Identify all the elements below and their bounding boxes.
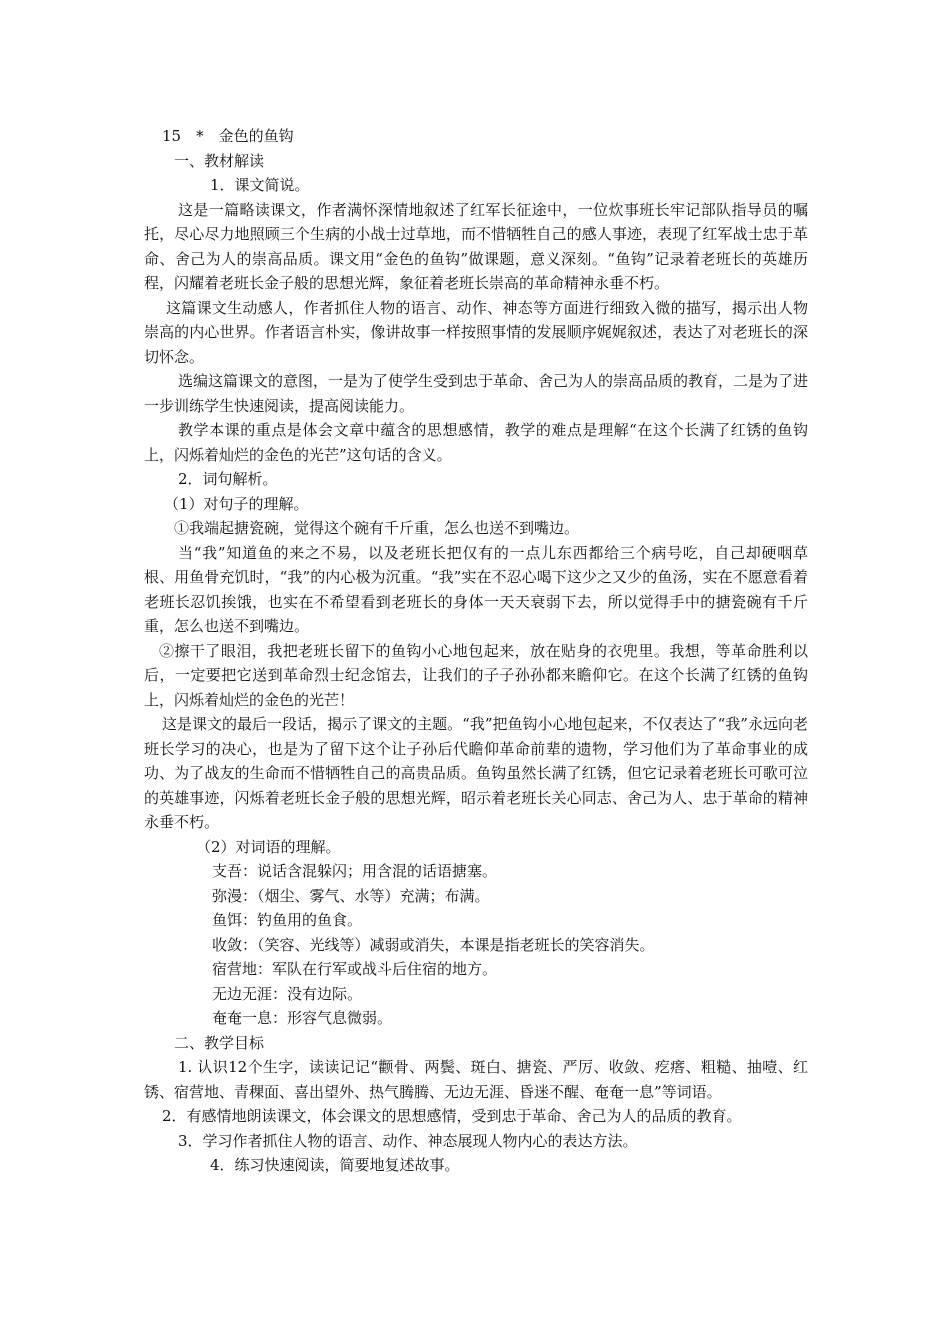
paragraph-overview-2: 这篇课文生动感人，作者抓住人物的语言、动作、神态等方面进行细致入微的描写，揭示出人物崇高的内心世界。作者语言朴实，像讲故事一样按照事情的发展顺序娓娓叙述，表达了对老班长的深切怀念。 <box>144 298 808 366</box>
sentence-explanation-2: 这是课文的最后一段话，揭示了课文的主题。“我”把鱼钩小心地包起来，不仅表达了“我”永远向老班长学习的决心，也是为了留下这个让子孙后代瞻仰革命前辈的遗物，学习他们为了革命事业的成功、为了战友的生命而不惜牺牲自己的高贵品质。鱼钩虽然长满了红锈，但它记录着老班长可歌可泣的英雄事迹，闪烁着老班长金子般的思想光辉，昭示着老班长关心同志、舍己为人、忠于革命的精神永垂不朽。 <box>144 715 808 831</box>
word-definition: 收敛：（笑容、光线等）减弱或消失，本课是指老班长的笑容消失。 <box>212 935 655 954</box>
sentence-quote-2: ②擦干了眼泪，我把老班长留下的鱼钩小心地包起来，放在贴身的衣兜里。我想，等革命胜利以后，一定要把它送到革命烈士纪念馆去，让我们的子子孙孙都来瞻仰它。在这个长满了红锈的鱼钩上，闪烁着灿烂的金色的光芒！ <box>144 641 808 709</box>
teaching-goal-2: 2．有感情地朗读课文，体会课文的思想感情，受到忠于革命、舍己为人的品质的教育。 <box>162 1107 742 1125</box>
sentence-quote-1: ①我端起搪瓷碗，觉得这个碗有千斤重，怎么也送不到嘴边。 <box>174 519 580 537</box>
paragraph-overview-1: 这是一篇略读课文，作者满怀深情地叙述了红军长征途中，一位炊事班长牢记部队指导员的嘱托，尽心尽力地照顾三个生病的小战士过草地，而不惜牺牲自己的感人事迹，表现了红军战士忠于革命、舍己为人的崇高品质。课文用“金色的鱼钩”做课题，意义深刻。“鱼钩”记录着老班长的英雄历程，闪耀着老班长金子般的思想光辉，象征着老班长崇高的革命精神永垂不朽。 <box>144 200 808 292</box>
word-definition: 支吾：说话含混躲闪；用含混的话语搪塞。 <box>212 862 498 880</box>
word-definition: 无边无涯：没有边际。 <box>212 984 363 1003</box>
document-page <box>144 124 808 1178</box>
word-definition: 弥漫：（烟尘、雾气、水等）充满；布满。 <box>212 886 490 905</box>
word-definition: 宿营地：军队在行军或战斗后住宿的地方。 <box>212 960 498 978</box>
page-title: 15 * 金色的鱼钩 <box>162 127 294 145</box>
word-definition: 奄奄一息：形容气息微弱。 <box>212 1009 393 1027</box>
section-heading-teaching-goals: 二、教学目标 <box>174 1033 265 1052</box>
paragraph-overview-4: 教学本课的重点是体会文章中蕴含的思想感情，教学的难点是理解“在这个长满了红锈的鱼钩上，闪烁着灿烂的金色的光芒”这句话的含义。 <box>144 421 808 464</box>
teaching-goal-1: 1. 认识12个生字，读读记记“颧骨、两鬓、斑白、搪瓷、严厉、收敛、疙瘩、粗糙、抽噎、红锈、宿营地、青稞面、喜出望外、热气腾腾、无边无涯、昏迷不醒、奄奄一息”等词语。 <box>144 1058 808 1101</box>
teaching-goal-4: 4．练习快速阅读，简要地复述故事。 <box>210 1156 460 1174</box>
subheading-word-understanding: （2）对词语的理解。 <box>196 837 341 856</box>
paragraph-overview-3: 选编这篇课文的意图，一是为了使学生受到忠于革命、舍己为人的崇高品质的教育，二是为了进一步训练学生快速阅读，提高阅读能力。 <box>144 372 809 415</box>
subheading-text-overview: 1．课文简说。 <box>210 176 310 194</box>
word-definition: 鱼饵：钓鱼用的鱼食。 <box>212 911 363 929</box>
subheading-word-sentence-analysis: 2．词句解析。 <box>178 470 278 488</box>
sentence-explanation-1: 当“我”知道鱼的来之不易，以及老班长把仅有的一点儿东西都给三个病号吃，自己却硬咽草根、用鱼骨充饥时，“我”的内心极为沉重。“我”实在不忍心喝下这少之又少的鱼汤，实在不愿意看着老班长忍饥挨饿，也实在不希望看到老班长的身体一天天衰弱下去，所以觉得手中的搪瓷碗有千斤重，怎么也送不到嘴边。 <box>144 543 808 635</box>
teaching-goal-3: 3．学习作者抓住人物的语言、动作、神态展现人物内心的表达方法。 <box>178 1131 638 1150</box>
subheading-sentence-understanding: （1）对句子的理解。 <box>164 494 309 513</box>
section-heading-textbook-reading: 一、教材解读 <box>174 151 265 170</box>
